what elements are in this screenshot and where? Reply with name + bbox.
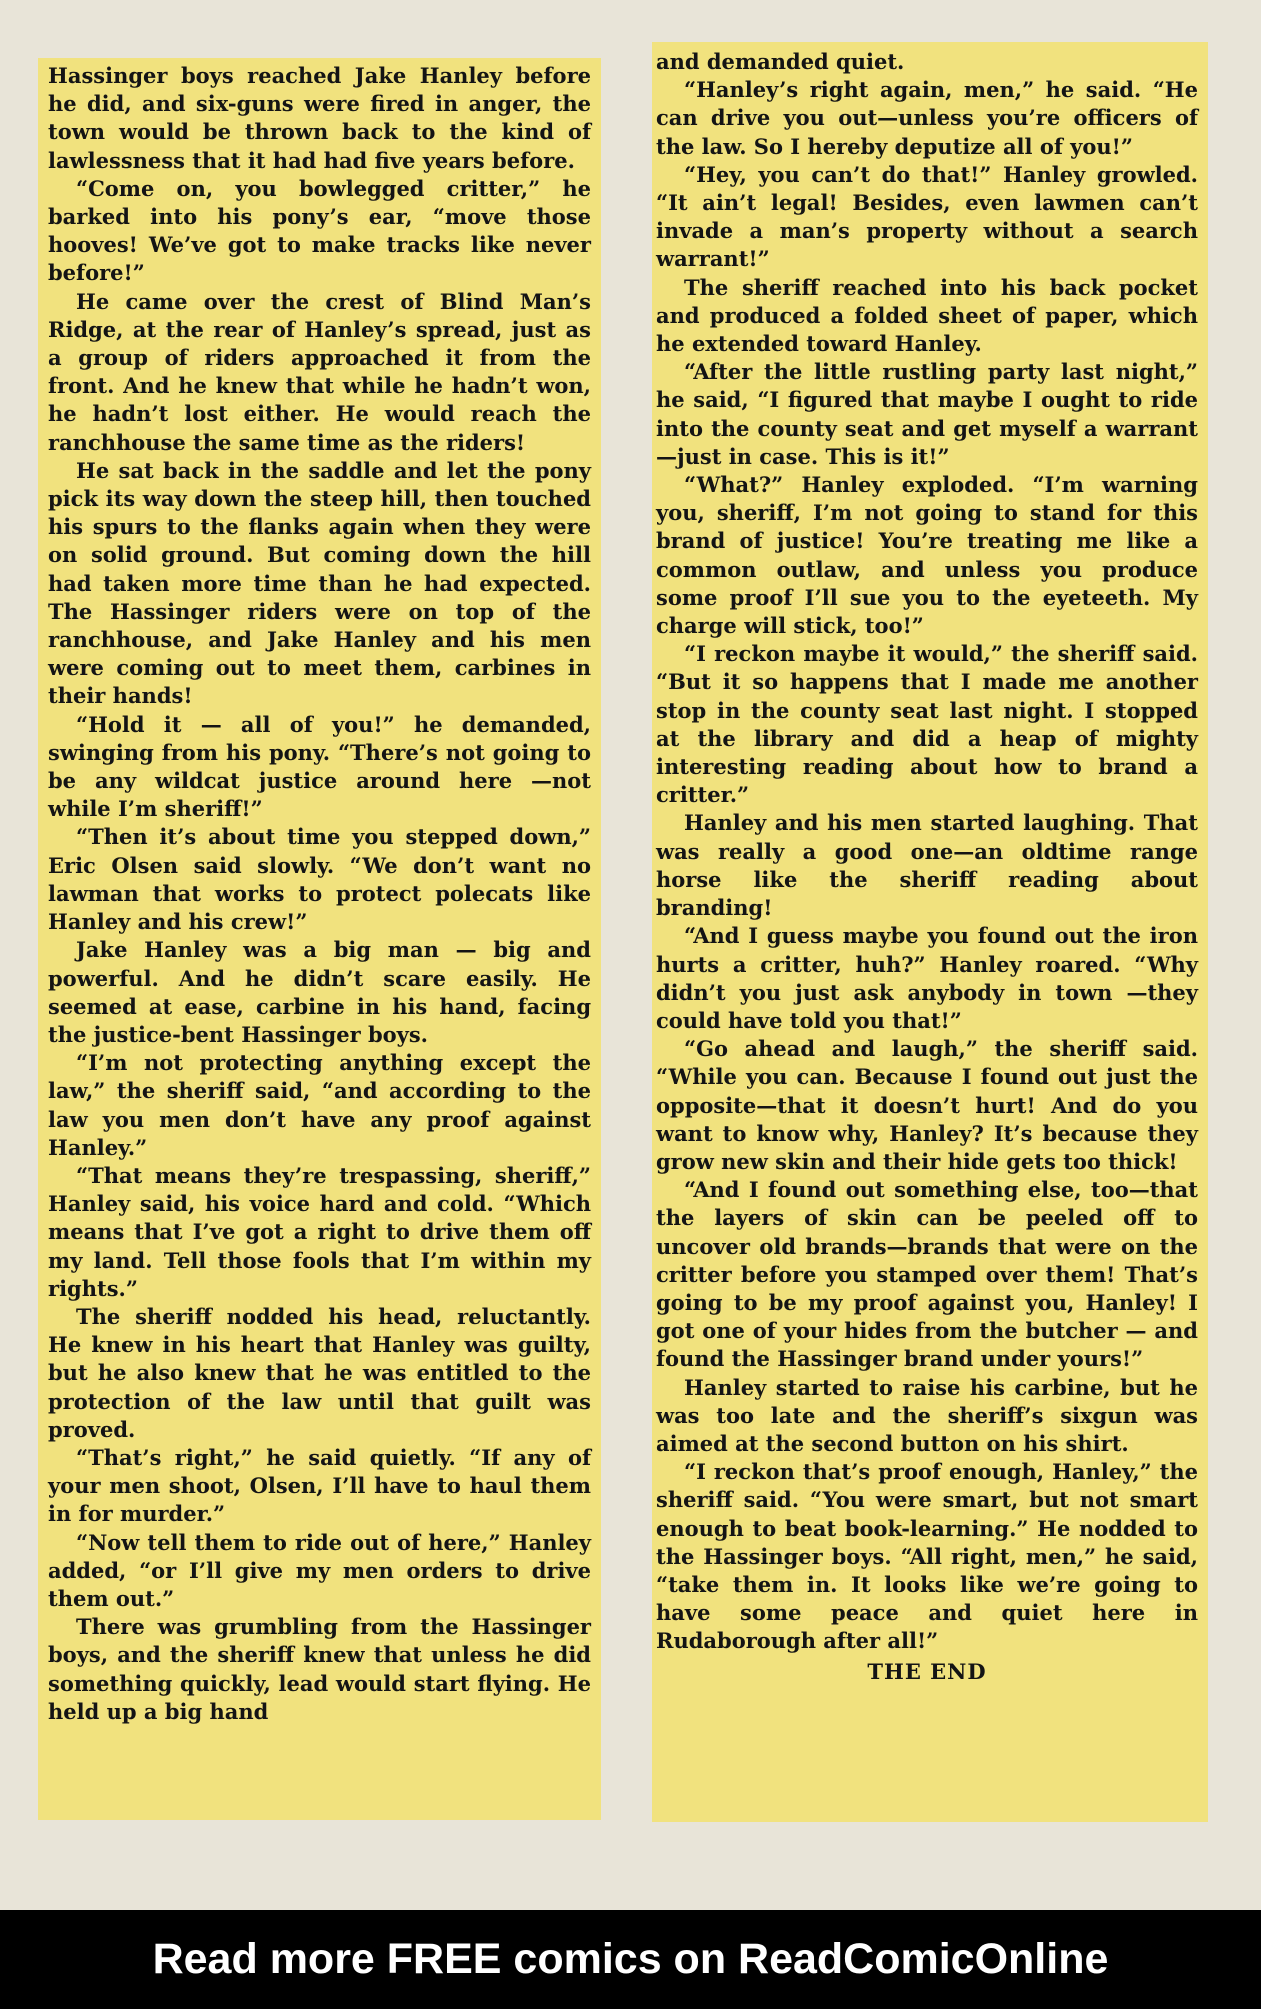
paragraph: Hanley started to raise his carbine, but he was too late and the sheriff’s sixgun was aimed at the second button on his shirt. [656, 1374, 1198, 1456]
paragraph: “I reckon that’s proof enough, Hanley,” the sheriff said. “You were smart, but not smart enough to beat book-learning.” He nodded to the Hassinger boys. “All right, men,” he said, “take them in. It looks like we’re going to have some peace and quiet here in Rudaborough after all!” [656, 1459, 1198, 1654]
the-end-label: THE END [867, 1658, 987, 1684]
right-paragraphs [656, 48, 1198, 1656]
paragraph: There was grumbling from the Hassinger boys, and the sheriff knew that unless he did something quickly, lead would start flying. He held up a big hand [48, 1614, 591, 1724]
paragraph: “I reckon maybe it would,” the sheriff said. “But it so happens that I made me another stop in the county seat last night. I stopped at the library and did a heap of mighty interesting reading about how to brand a critter.” [656, 641, 1198, 808]
paragraph: “Now tell them to ride out of here,” Hanley added, “or I’ll give my men orders to drive them out.” [48, 1529, 591, 1611]
paragraph: “Come on, you bowlegged critter,” he barked into his pony’s ear, “move those hooves! We’ve got to make tracks like never before!” [48, 175, 591, 286]
paragraph: “Hey, you can’t do that!” Hanley growled. “It ain’t legal! Besides, even lawmen can’t invade a man’s property without a search warrant!” [656, 161, 1198, 272]
paragraph: Hanley and his men started laughing. That was really a good one—an oldtime range horse like the sheriff reading about branding! [656, 810, 1198, 921]
paragraph: “What?” Hanley exploded. “I’m warning you, sheriff, I’m not going to stand for this brand of justice! You’re treating me like a common outlaw, and unless you produce some proof I’ll sue you to the eyeteeth. My charge will stick, too!” [656, 472, 1198, 639]
paragraph: He came over the crest of Blind Man’s Ridge, at the rear of Hanley’s spread, just as a group of riders approached it from the front. And he knew that while he hadn’t won, he hadn’t lost either. He would reach the ranchhouse the same time as the riders! [48, 288, 591, 455]
paragraph: “And I found out something else, too—that the layers of skin can be peeled off to uncover old brands—brands that were on the critter before you stamped over them! That’s going to be my proof against you, Hanley! I got one of your hides from the butcher — and found the Hassinger brand under yours!” [656, 1177, 1198, 1372]
promo-banner[interactable] [0, 1910, 1261, 2009]
paragraph: Hassinger boys reached Jake Hanley before he did, and six-guns were fired in anger, the town would be thrown back to the kind of lawlessness that it had had five years before. [48, 63, 591, 173]
paragraph: The sheriff reached into his back pocket and produced a folded sheet of paper, which he extended toward Hanley. [656, 274, 1198, 357]
paragraph: He sat back in the saddle and let the pony pick its way down the steep hill, then touched his spurs to the flanks again when they were on solid ground. But coming down the hill had taken more time than he had expected. The Hassinger riders were on top of the ranchhouse, and Jake Hanley and his men were coming out to meet them, carbines in their hands! [48, 457, 591, 709]
right-text-column [652, 42, 1208, 1822]
paragraph: “That means they’re trespassing, sheriff,” Hanley said, his voice hard and cold. “Which means that I’ve got a right to drive them off my land. Tell those fools that I’m within my rights.” [48, 1162, 591, 1301]
paragraph: “Go ahead and laugh,” the sheriff said. “While you can. Because I found out just the opposite—that it doesn’t hurt! And do you want to know why, Hanley? It’s because they grow new skin and their hide gets too thick! [656, 1036, 1198, 1174]
left-text-column [38, 58, 601, 1820]
paragraph: “After the little rustling party last night,” he said, “I figured that maybe I ought to ride into the county seat and get myself a warrant—just in case. This is it!” [656, 359, 1198, 469]
paragraph: “And I guess maybe you found out the iron hurts a critter, huh?” Hanley roared. “Why didn’t you just ask anybody in town —they could have told you that!” [656, 923, 1198, 1033]
paragraph: The sheriff nodded his head, reluctantly. He knew in his heart that Hanley was guilty, but he also knew that he was entitled to the protection of the law until that guilt was proved. [48, 1303, 591, 1442]
paragraph: “That’s right,” he said quietly. “If any of your men shoot, Olsen, I’ll have to haul them in for murder.” [48, 1444, 591, 1527]
paragraph: “I’m not protecting anything except the law,” the sheriff said, “and according to the law you men don’t have any proof against Hanley.” [48, 1050, 591, 1160]
promo-banner-text[interactable]: Read more FREE comics on ReadComicOnline [152, 1935, 1109, 1983]
paragraph: Jake Hanley was a big man — big and powerful. And he didn’t scare easily. He seemed at ease, carbine in his hand, facing the justice-bent Hassinger boys. [48, 937, 591, 1047]
paragraph: “Hold it — all of you!” he demanded, swinging from his pony. “There’s not going to be any wildcat justice around here —not while I’m sheriff!” [48, 711, 591, 822]
paragraph: “Then it’s about time you stepped down,” Eric Olsen said slowly. “We don’t want no lawman that works to protect polecats like Hanley and his crew!” [48, 824, 591, 935]
paragraph: and demanded quiet. [656, 49, 905, 74]
paragraph: “Hanley’s right again, men,” he said. “He can drive you out—unless you’re officers of the law. So I hereby deputize all of you!” [656, 77, 1198, 159]
